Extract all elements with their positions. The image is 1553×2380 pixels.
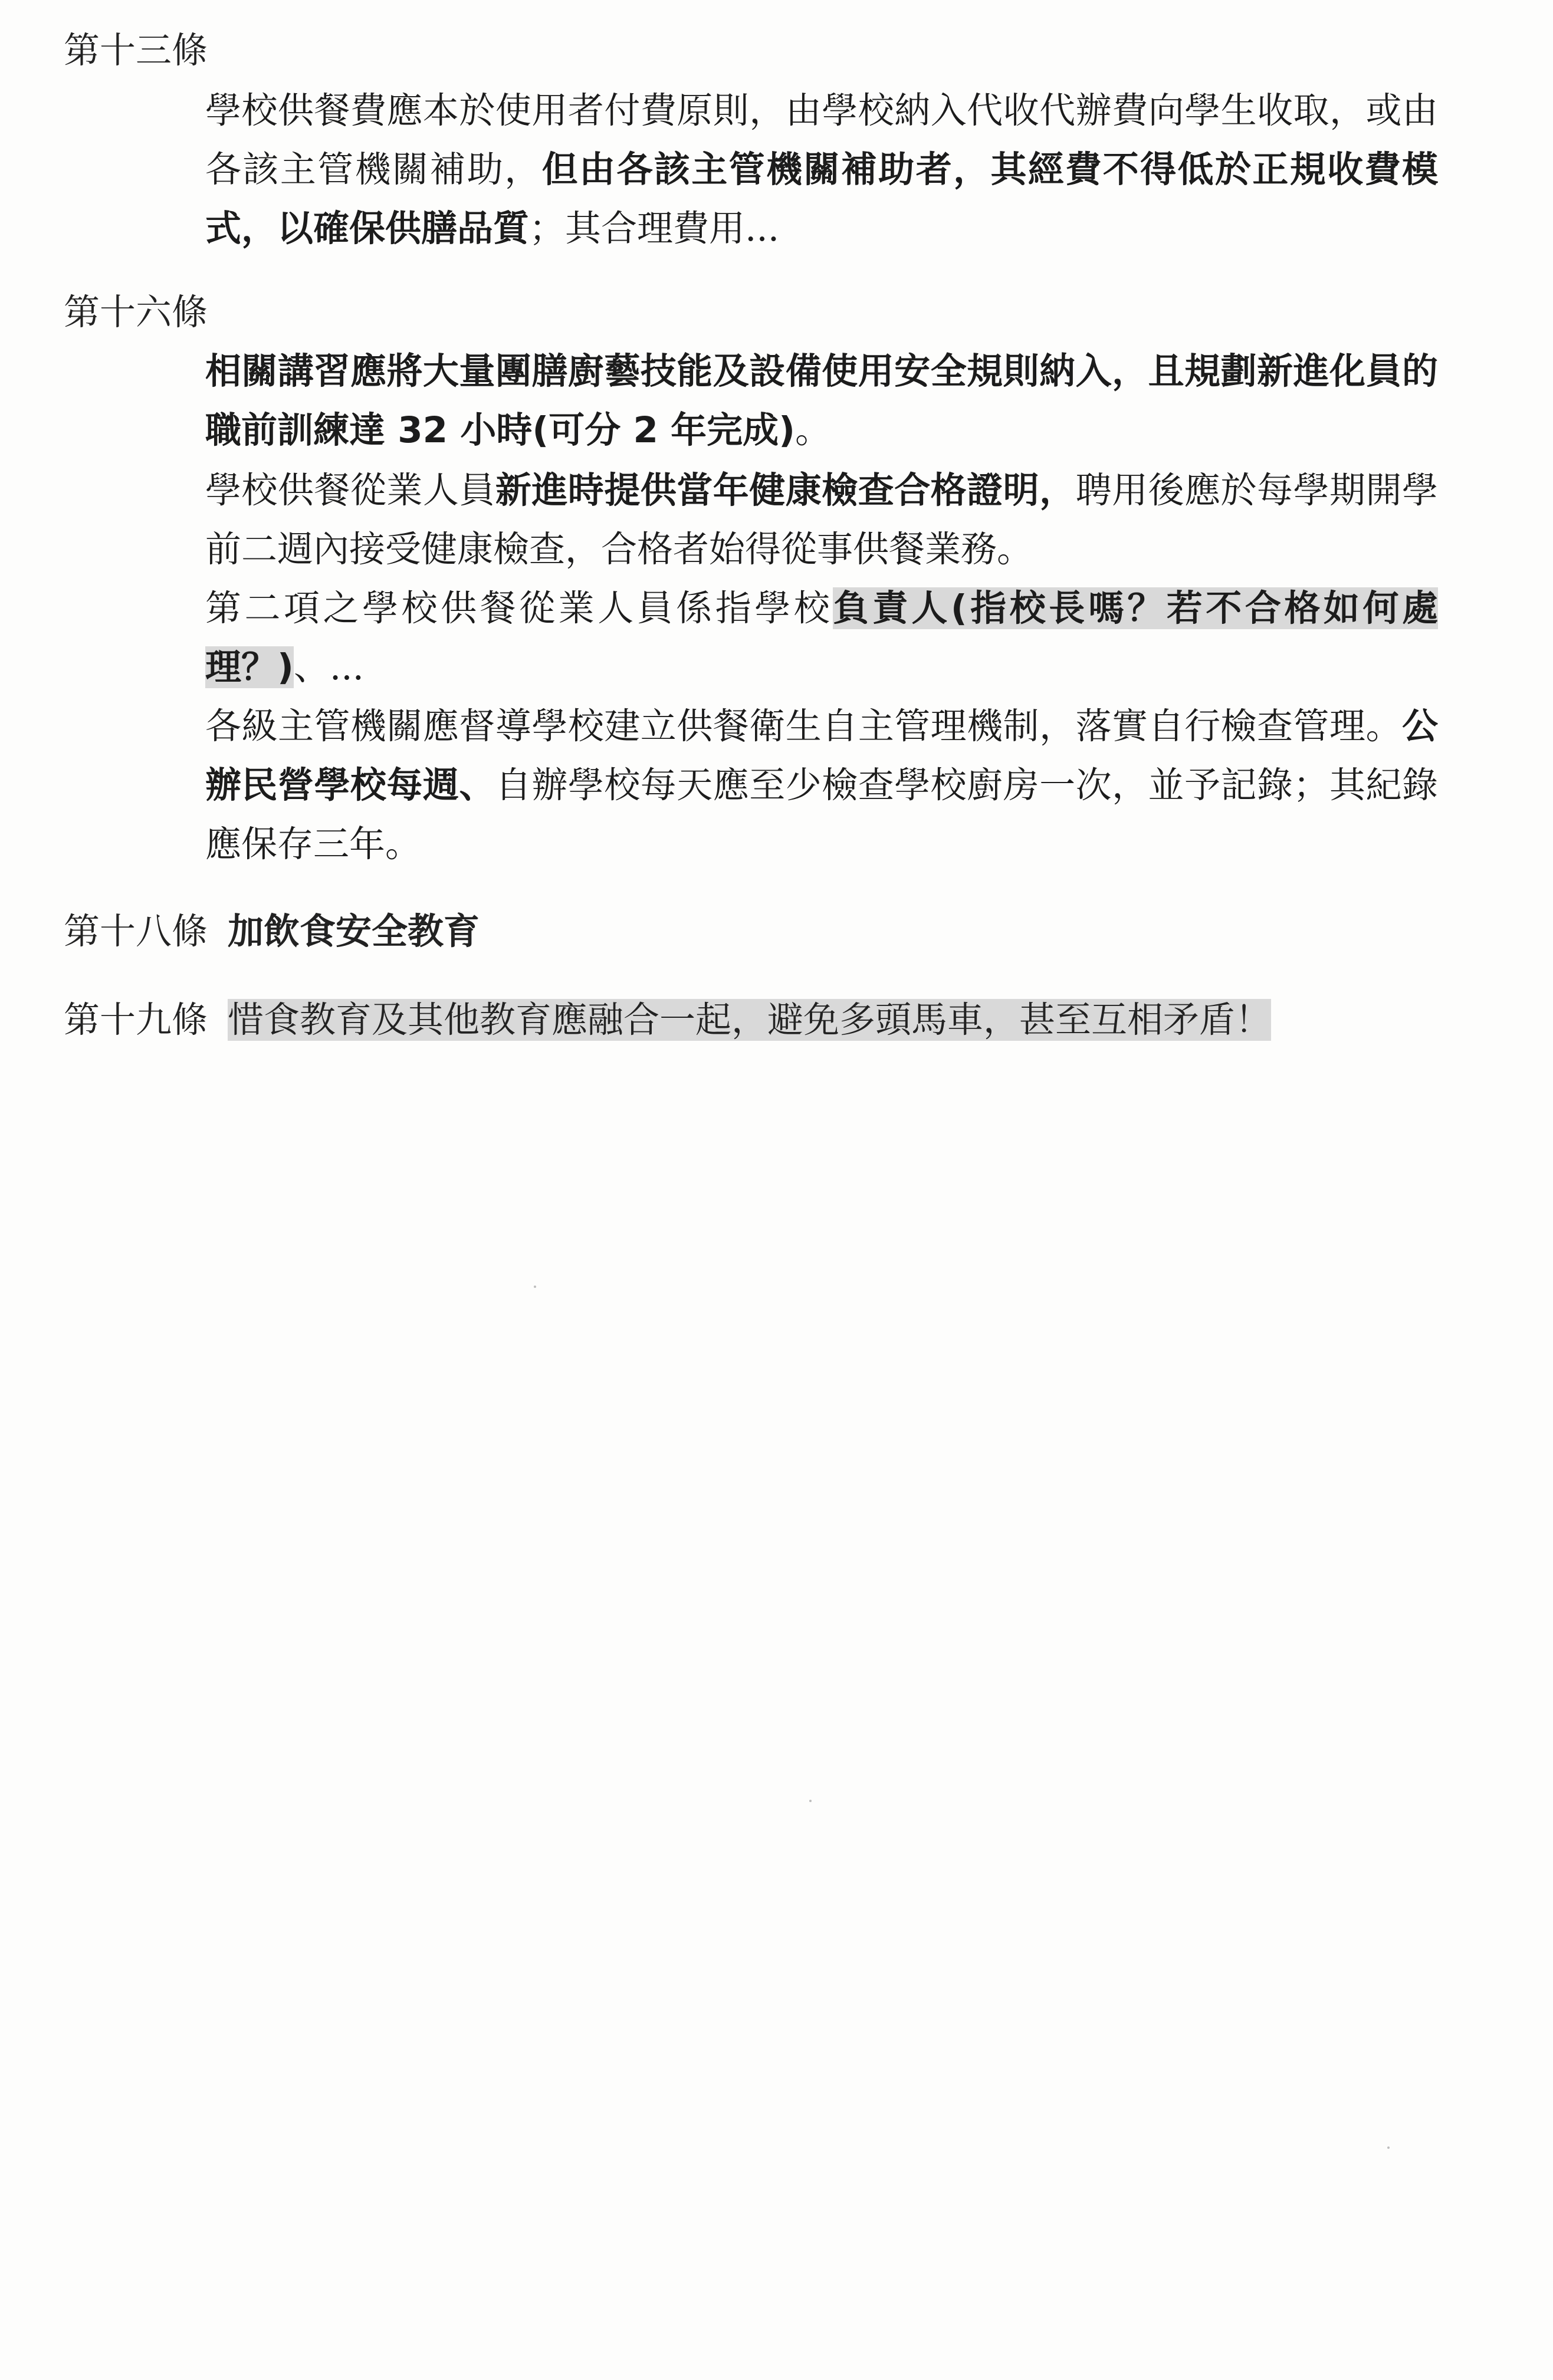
article-16-label: 第十六條 <box>64 291 208 333</box>
article-19-label: 第十九條 <box>64 999 208 1041</box>
article-16-p4-bold: 公辦民營學校每週、 <box>205 705 1438 806</box>
article-13-label: 第十三條 <box>64 29 208 71</box>
scan-speck <box>534 1286 536 1288</box>
scan-speck <box>809 1800 812 1802</box>
article-18-label: 第十八條 <box>64 910 208 952</box>
article-16-p4-start: 各級主管機關應督導學校建立供餐衛生自主管理機制，落實自行檢查管理。 <box>205 705 1402 747</box>
article-13-heading <box>64 21 208 80</box>
article-16-p2-bold: 新進時提供當年健康檢查合格證明， <box>495 469 1076 511</box>
article-16-paragraph-2 <box>205 461 1438 579</box>
article-16-p3-end: 、... <box>293 646 365 688</box>
article-13-paragraph <box>205 81 1438 258</box>
article-16-p3-start: 第二項之學校供餐從業人員係指學校 <box>205 587 833 629</box>
article-18-note: 加飲食安全教育 <box>228 910 480 952</box>
article-13-text-regular: 學校供餐費應本於使用者付費原則，由學校納入代收代辦費向學生收取，或由各該主管機關補助， <box>205 90 1438 190</box>
article-18-heading <box>64 902 480 961</box>
article-13-text-bold: 但由各該主管機關補助者，其經費不得低於正規收費模式，以確保供膳品質 <box>205 149 1438 249</box>
article-16-p3-highlight: 負責人(指校長嗎？若不合格如何處理？) <box>205 587 1438 688</box>
article-16-heading <box>64 283 208 342</box>
article-16-paragraph-1 <box>205 342 1438 460</box>
article-16-paragraph-3 <box>205 579 1438 697</box>
scan-speck <box>1387 2146 1390 2149</box>
article-16-p1-end: 。 <box>795 409 832 451</box>
article-19-heading <box>64 991 1271 1050</box>
article-16-paragraph-4 <box>205 697 1438 874</box>
article-19-note-highlight: 惜食教育及其他教育應融合一起，避免多頭馬車，甚至互相矛盾！ <box>228 999 1272 1041</box>
article-16-p2-end: 聘用後應於每學期開學前二週內接受健康檢查，合格者始得從事供餐業務。 <box>205 469 1438 570</box>
article-16-p1-bold: 相關講習應將大量團膳廚藝技能及設備使用安全規則納入，且規劃新進化員的職前訓練達 32 小時(可分 2 年完成) <box>205 350 1438 451</box>
article-13-text-tail: ；其合理費用... <box>529 208 780 249</box>
article-16-p2-start: 學校供餐從業人員 <box>205 469 495 511</box>
article-16-p4-end: 自辦學校每天應至少檢查學校廚房一次，並予記錄；其紀錄應保存三年。 <box>205 764 1438 865</box>
